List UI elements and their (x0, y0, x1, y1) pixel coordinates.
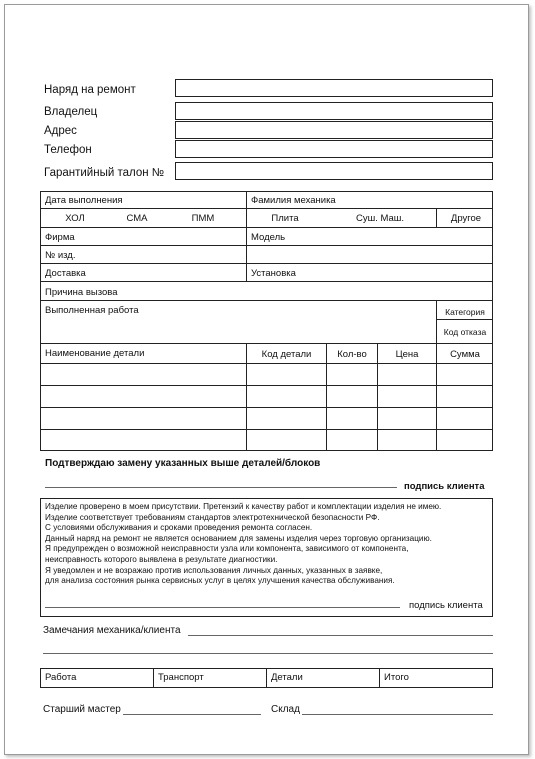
totals-transport-label: Транспорт (158, 672, 204, 683)
category-dryer: Суш. Маш. (355, 213, 405, 224)
reason-label: Причина вызова (45, 287, 118, 298)
owner-field[interactable] (175, 102, 493, 120)
category-other: Другое (450, 213, 482, 224)
part-code-header: Код детали (261, 349, 312, 360)
category-label: Категория (445, 307, 485, 317)
remarks-line[interactable] (188, 635, 493, 636)
category-pmm: ПММ (191, 213, 215, 224)
remarks-label: Замечания механика/клиента (43, 625, 181, 636)
consent-line: Данный наряд на ремонт не является основанием для замены изделия через торговую организацию. (45, 533, 432, 543)
owner-label: Владелец (44, 106, 98, 118)
model-label: Модель (251, 232, 286, 243)
price-header: Цена (395, 349, 419, 360)
serial-label: № изд. (45, 250, 76, 261)
category-sma: СМА (126, 213, 148, 224)
consent-line: Я предупрежден о возможной неисправности узла или компонента, зависимого от компонента, (45, 544, 409, 554)
table-row[interactable] (41, 364, 492, 384)
category-hol: ХОЛ (65, 213, 85, 224)
date-label: Дата выполнения (45, 195, 123, 206)
part-name-header: Наименование детали (45, 348, 145, 359)
install-label: Установка (251, 268, 296, 279)
phone-label: Телефон (44, 144, 92, 156)
firm-label: Фирма (45, 232, 75, 243)
client-signature-label: подпись клиента (404, 481, 485, 492)
table-row[interactable] (41, 386, 492, 406)
client-signature-line[interactable] (45, 487, 397, 488)
consent-signature-label: подпись клиента (409, 600, 483, 611)
category-stove: Плита (271, 213, 299, 224)
mechanic-label: Фамилия механика (251, 195, 336, 206)
repair-order-label: Наряд на ремонт (44, 84, 136, 96)
totals-total-label: Итого (384, 672, 409, 683)
table-row[interactable] (41, 408, 492, 428)
table-row[interactable] (41, 430, 492, 450)
consent-line: С условиями обслуживания и сроками проведения ремонта согласен. (45, 523, 313, 533)
consent-line: Изделие соответствует требованиям стандартов электротехнической безопасности РФ. (45, 512, 380, 522)
consent-signature-line[interactable] (45, 607, 400, 608)
refusal-code-label: Код отказа (443, 327, 487, 337)
consent-line: для анализа состояния рынка сервисных услуг в целях улучшения качества обслуживания. (45, 576, 395, 586)
senior-master-label: Старший мастер (43, 704, 121, 715)
warehouse-line[interactable] (302, 714, 493, 715)
consent-line: неисправность которого выявлена в результате диагностики. (45, 555, 278, 564)
remarks-line-2[interactable] (43, 653, 493, 654)
confirm-title: Подтверждаю замену указанных выше деталей/блоков (45, 458, 321, 469)
delivery-label: Доставка (45, 268, 86, 279)
warranty-field[interactable] (175, 162, 493, 180)
totals-parts-label: Детали (271, 672, 303, 683)
form-sheet (4, 4, 529, 755)
warranty-label: Гарантийный талон № (44, 167, 165, 179)
warehouse-label: Склад (271, 704, 300, 715)
quantity-header: Кол-во (337, 349, 367, 360)
totals-work-label: Работа (45, 672, 77, 683)
repair-order-field[interactable] (175, 79, 493, 97)
consent-line: Изделие проверено в моем присутствии. Претензий к качеству работ и комплектации изделия не имею. (45, 502, 442, 511)
address-label: Адрес (44, 125, 77, 137)
address-field[interactable] (175, 121, 493, 139)
senior-master-line[interactable] (123, 714, 261, 715)
sum-header: Сумма (450, 349, 480, 360)
phone-field[interactable] (175, 140, 493, 158)
work-label: Выполненная работа (45, 305, 139, 316)
consent-line: Я уведомлен и не возражаю против использования личных данных, указанных в заявке, (45, 565, 383, 575)
